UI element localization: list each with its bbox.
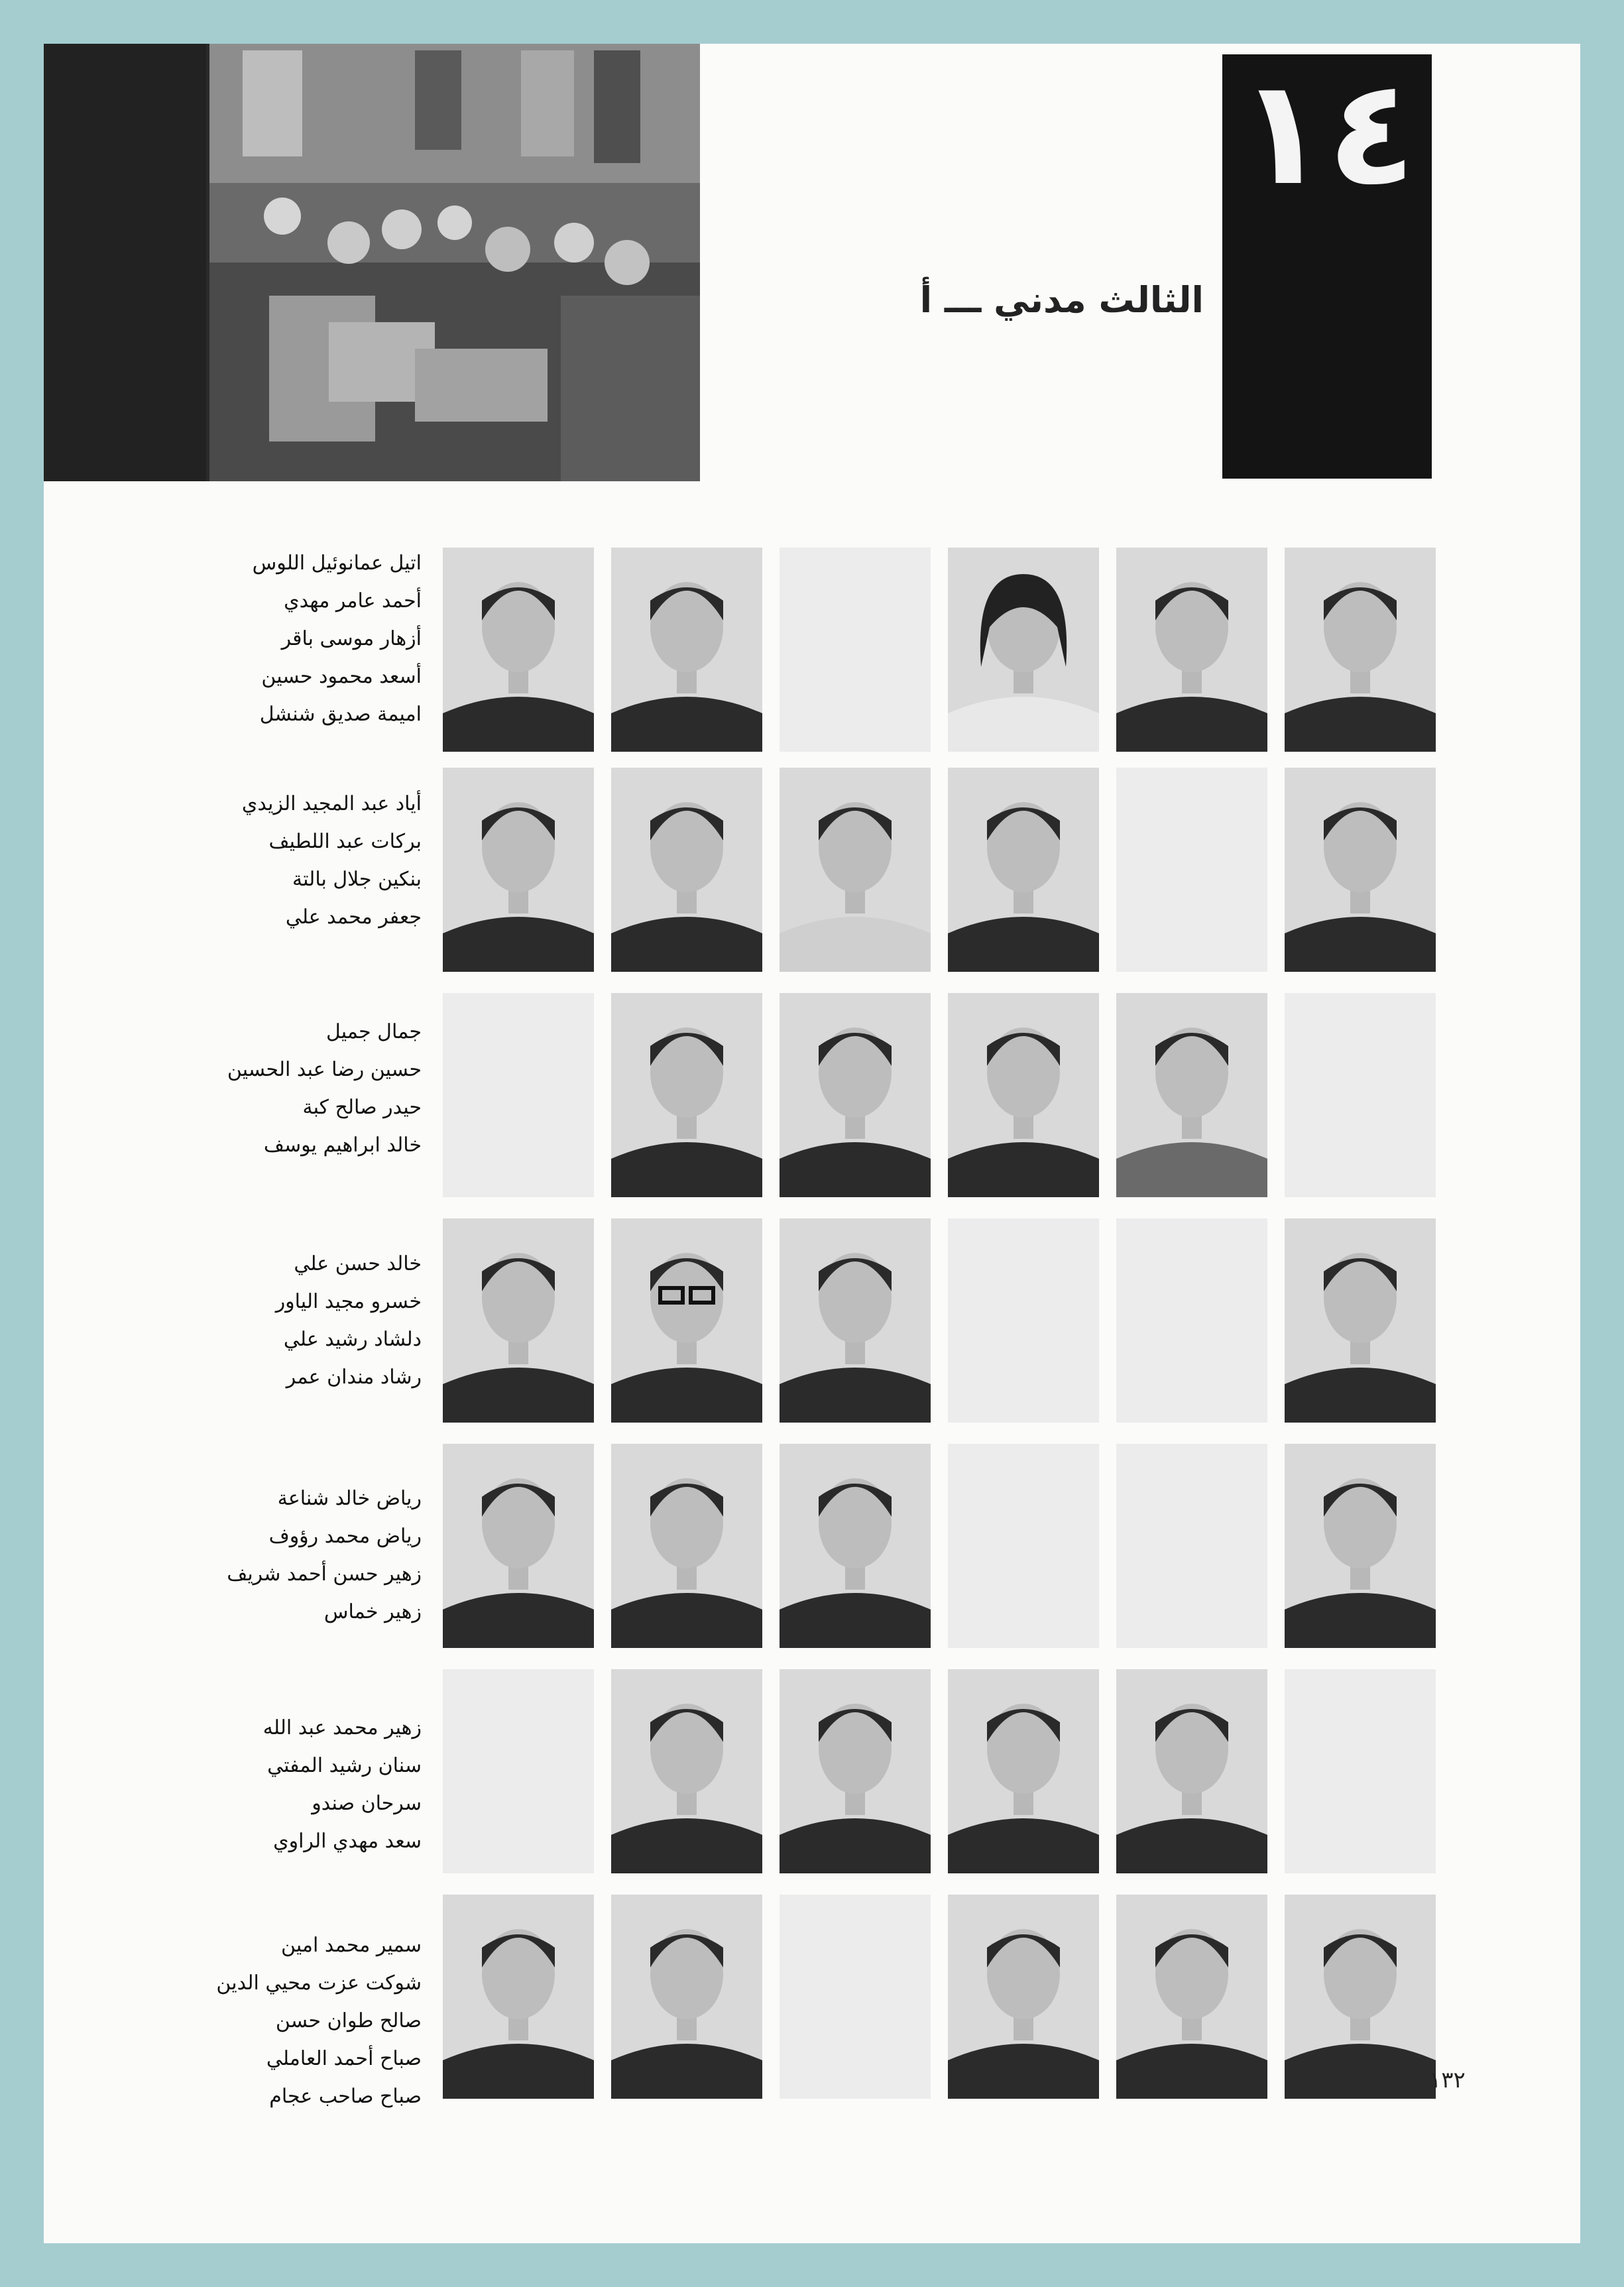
student-portrait [1285,1895,1436,2099]
student-portrait [611,993,762,1197]
student-portrait [948,1895,1099,2099]
empty-photo-slot [948,1218,1099,1423]
empty-photo-slot [948,1444,1099,1648]
student-name: سنان رشيد المفتي [267,1754,422,1777]
student-name: أحمد عامر مهدي [284,589,422,613]
student-portrait [948,1669,1099,1873]
name-group-7 [143,1926,422,2115]
student-name: صباح صاحب عجام [269,2085,422,2108]
empty-photo-slot [780,548,931,752]
student-name: بنكين جلال بالتة [292,868,422,891]
student-portrait [1285,1444,1436,1648]
student-portrait [443,1895,594,2099]
student-portrait [948,993,1099,1197]
student-name: رشاد مندان عمر [286,1366,422,1389]
section-number: ١٤ [1238,54,1417,217]
student-portrait [443,768,594,972]
student-name: سمير محمد امين [281,1934,422,1957]
name-group-3 [143,1013,422,1164]
student-portrait [780,1669,931,1873]
empty-photo-slot [780,1895,931,2099]
student-name: سعد مهدي الراوي [273,1830,422,1853]
name-group-1 [143,544,422,733]
student-name: رياض خالد شناعة [277,1487,422,1510]
student-name: بركات عبد اللطيف [268,830,422,853]
student-name: زهير حسن أحمد شريف [227,1562,422,1586]
student-name: اتيل عمانوئيل اللوس [252,552,422,575]
name-group-6 [143,1709,422,1860]
student-name: صالح طوان حسن [275,2009,422,2032]
student-name: زهير محمد عبد الله [262,1716,422,1739]
student-portrait [1285,768,1436,972]
name-group-4 [143,1245,422,1396]
student-name: خالد ابراهيم يوسف [263,1134,422,1157]
section-title: الثالث مدني ـــ أ [919,279,1204,321]
name-group-5 [143,1480,422,1631]
empty-photo-slot [1116,1444,1267,1648]
student-portrait [611,768,762,972]
empty-photo-slot [1285,993,1436,1197]
student-portrait [1116,1895,1267,2099]
student-name: أزهار موسى باقر [281,627,422,650]
student-portrait [611,1444,762,1648]
student-name: حيدر صالح كبة [302,1096,422,1119]
student-portrait [443,548,594,752]
student-name: خسرو مجيد الياور [275,1290,422,1313]
student-name: دلشاد رشيد علي [283,1328,422,1351]
student-portrait [443,1218,594,1423]
student-portrait [948,548,1099,752]
student-name: حسين رضا عبد الحسين [227,1058,422,1081]
student-portrait [611,1218,762,1423]
student-portrait [611,1669,762,1873]
student-name: شوكت عزت محيي الدين [216,1971,422,1995]
empty-photo-slot [1116,768,1267,972]
student-portrait [948,768,1099,972]
student-name: سرحان صندو [312,1792,422,1815]
empty-photo-slot [443,993,594,1197]
student-portrait [611,548,762,752]
student-name: رياض محمد رؤوف [268,1525,422,1548]
student-portrait [1116,1669,1267,1873]
student-portrait [1285,548,1436,752]
student-name: جمال جميل [325,1020,422,1043]
student-name: أسعد محمود حسين [261,665,422,688]
student-portrait [443,1444,594,1648]
section-number-block [1222,54,1432,479]
student-portrait [1116,993,1267,1197]
page-number: ١٣٢ [1429,2067,1466,2093]
student-name: اميمة صديق شنشل [259,703,422,726]
student-portrait [1285,1218,1436,1423]
student-portrait [780,993,931,1197]
student-name: صباح أحمد العاملي [266,2047,422,2070]
student-name: زهير خماس [323,1600,422,1623]
student-portrait [780,768,931,972]
yearbook-page [44,44,1580,2243]
empty-photo-slot [1116,1218,1267,1423]
student-name: خالد حسن علي [294,1252,422,1275]
student-name: أياد عبد المجيد الزيدي [241,792,422,815]
student-name: جعفر محمد علي [285,906,422,929]
student-portrait [780,1218,931,1423]
student-portrait [1116,548,1267,752]
empty-photo-slot [1285,1669,1436,1873]
empty-photo-slot [443,1669,594,1873]
name-group-2 [143,785,422,936]
student-portrait [780,1444,931,1648]
classroom-photo [44,44,700,481]
student-portrait [611,1895,762,2099]
